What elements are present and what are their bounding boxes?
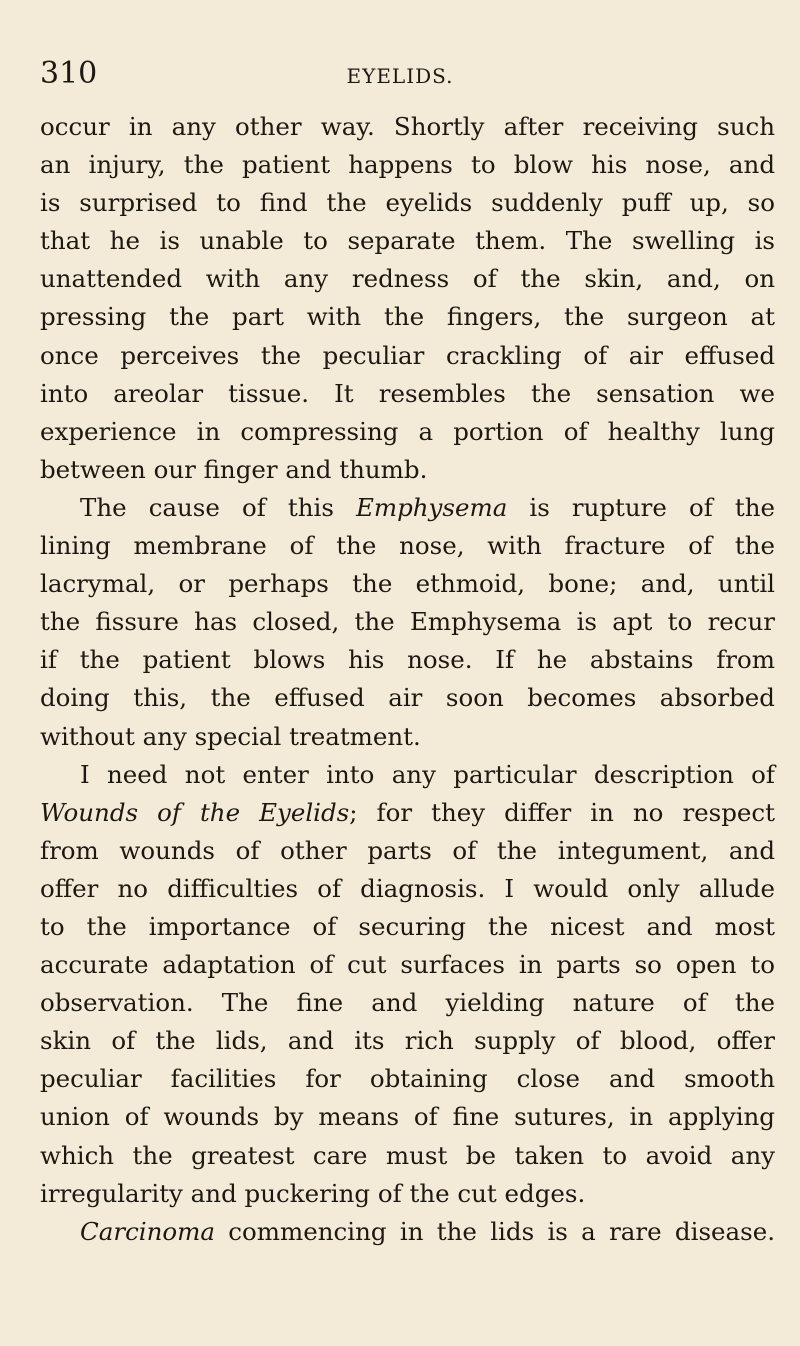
text-segment: once perceives the peculiar crackling of air effused: [40, 340, 775, 370]
text-segment: from wounds of other parts of the integument, and: [40, 835, 775, 865]
text-segment: is surprised to find the eyelids suddenly puff up, so: [40, 188, 775, 218]
text-segment: which the greatest care must be taken to avoid any: [40, 1140, 775, 1170]
text-segment: occur in any other way. Shortly after receiving such: [40, 112, 775, 141]
text-line: [40, 337, 775, 375]
text-line: [40, 1137, 775, 1175]
text-line: [40, 679, 775, 717]
text-segment: lacrymal, or perhaps the ethmoid, bone; and, until: [40, 569, 775, 599]
text-segment: to the importance of securing the nicest and most: [40, 911, 775, 941]
italic-term: Carcinoma: [80, 1216, 215, 1246]
running-title: EYELIDS.: [346, 64, 454, 88]
text-segment: experience in compressing a portion of healthy lung: [40, 416, 775, 446]
text-line: [40, 108, 775, 146]
italic-term: Emphysema: [355, 492, 508, 522]
text-line: [40, 1098, 775, 1136]
text-segment: unattended with any redness of the skin, and, on: [40, 264, 775, 294]
text-segment: ; for they differ in no respect: [349, 797, 775, 827]
text-segment: accurate adaptation of cut surfaces in parts so open to: [40, 950, 775, 980]
italic-term: Wounds of the Eyelids: [40, 797, 350, 827]
text-segment: I need not enter into any particular description of: [80, 759, 775, 789]
text-segment: doing this, the effused air soon becomes absorbed: [40, 683, 775, 713]
text-segment: skin of the lids, and its rich supply of blood, offer: [40, 1026, 775, 1056]
text-line: [40, 298, 775, 336]
text-segment: into areolar tissue. It resembles the sensation we: [40, 378, 775, 408]
text-line: [40, 1022, 775, 1060]
text-line: [40, 870, 775, 908]
text-segment: offer no difficulties of diagnosis. I would only allude: [40, 873, 775, 903]
page-number: 310: [40, 56, 98, 91]
text-segment: irregularity and puckering of the cut edges.: [40, 1178, 586, 1208]
body-text: [40, 108, 775, 1251]
text-line: [40, 718, 775, 756]
text-segment: peculiar facilities for obtaining close and smooth: [40, 1064, 775, 1094]
text-line: [40, 146, 775, 184]
text-line: [40, 832, 775, 870]
text-line: [40, 984, 775, 1022]
text-line: [40, 222, 775, 260]
text-segment: an injury, the patient happens to blow his nose, and: [40, 150, 775, 180]
text-line: [40, 451, 775, 489]
text-segment: The cause of this: [80, 492, 356, 522]
text-segment: the fissure has closed, the Emphysema is apt to recur: [40, 607, 775, 637]
text-segment: observation. The fine and yielding nature of the: [40, 988, 775, 1018]
text-line: [40, 413, 775, 451]
text-segment: lining membrane of the nose, with fracture of the: [40, 531, 775, 561]
text-line: [40, 794, 775, 832]
text-segment: between our finger and thumb.: [40, 454, 428, 484]
text-segment: pressing the part with the fingers, the surgeon at: [40, 302, 775, 332]
text-segment: is rupture of the: [507, 492, 775, 522]
text-segment: without any special treatment.: [40, 721, 421, 751]
text-line: [40, 260, 775, 298]
text-segment: union of wounds by means of fine sutures, in applying: [40, 1102, 775, 1132]
text-line: [40, 1060, 775, 1098]
text-line: [40, 527, 775, 565]
text-line: [40, 641, 775, 679]
text-line: [40, 184, 775, 222]
text-line: [40, 756, 775, 794]
text-line: [40, 946, 775, 984]
text-line: [40, 375, 775, 413]
text-line: [40, 908, 775, 946]
text-segment: that he is unable to separate them. The swelling is: [40, 226, 775, 256]
text-segment: if the patient blows his nose. If he abstains from: [40, 645, 775, 675]
text-line: [40, 1175, 775, 1213]
text-line: [40, 1213, 775, 1251]
text-line: [40, 489, 775, 527]
text-line: [40, 603, 775, 641]
text-line: [40, 565, 775, 603]
text-segment: commencing in the lids is a rare disease.: [215, 1216, 775, 1246]
